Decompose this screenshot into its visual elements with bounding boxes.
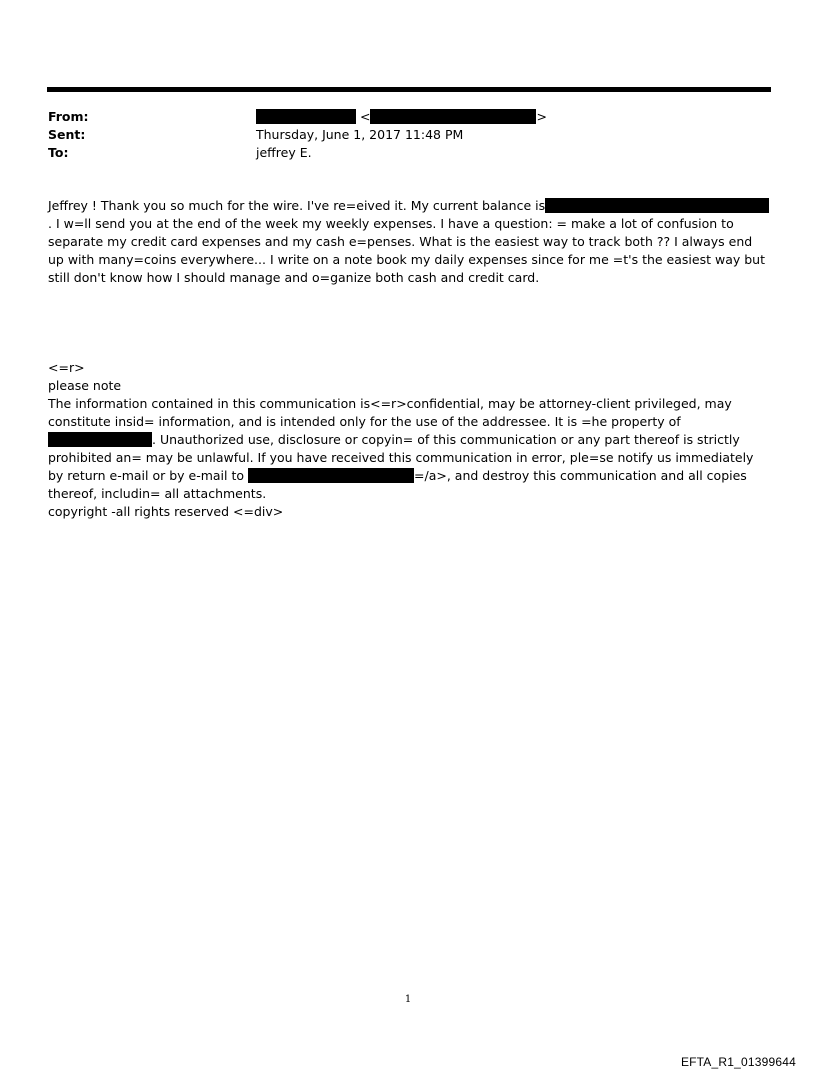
- disclaimer-part2: . Unauthorized use, disclosure or copyin= of this communication or any part thereof is strictly prohibited an= may be unlawful. If you have received this communication in error, ple=se notify us immediately by return e-mail or by e-mail to: [48, 432, 754, 483]
- copyright-line: copyright -all rights reserved <=div>: [48, 504, 284, 519]
- email-header: [48, 108, 770, 162]
- disclaimer-tag-line: <=r>: [48, 360, 85, 375]
- disclaimer-block: [48, 359, 772, 521]
- from-row: [48, 108, 770, 126]
- disclaimer-note-line: please note: [48, 378, 122, 393]
- from-close-bracket: >: [536, 109, 547, 124]
- sent-label: Sent:: [48, 127, 86, 142]
- redacted-contact-email: [248, 468, 414, 483]
- sent-row: [48, 126, 770, 144]
- redacted-sender-name: [256, 109, 356, 124]
- body-text-part2: . I w=ll send you at the end of the week my weekly expenses. I have a question: = make a lot of confusion to separate my credit card expenses and my cash e=penses. What is the easiest way to track both ?? I always end up with many=coins everywhere... I write on a note book my daily expenses since for me =t's the easiest way but still don't know how I should manage and o=ganize both cash and credit card.: [48, 216, 765, 285]
- to-row: [48, 144, 770, 162]
- redacted-balance: [545, 198, 769, 213]
- from-label: From:: [48, 109, 89, 124]
- to-value: jeffrey E.: [256, 145, 312, 160]
- email-body-paragraph: [48, 197, 772, 287]
- disclaimer-paragraph: [48, 395, 772, 503]
- document-id: EFTA_R1_01399644: [680, 1055, 796, 1069]
- page-number: 1: [404, 994, 412, 1005]
- from-value: [256, 108, 547, 126]
- redacted-sender-email: [370, 109, 536, 124]
- from-open-bracket: <: [359, 109, 371, 124]
- email-body: [48, 197, 772, 287]
- disclaimer-part1: The information contained in this communication is<=r>confidential, may be attorney-client privileged, may constitute insid= information, and is intended only for the use of the addressee. It is =he property of: [48, 396, 732, 429]
- header-rule: [47, 87, 771, 92]
- body-text-part1: Jeffrey ! Thank you so much for the wire. I've re=eived it. My current balance is: [48, 198, 546, 213]
- to-label: To:: [48, 145, 69, 160]
- disclaimer-part3: =/a>, and destroy this communication and all copies thereof, includin= all attachments.: [48, 468, 747, 501]
- sent-value: Thursday, June 1, 2017 11:48 PM: [256, 127, 464, 142]
- redacted-company-name: [48, 432, 152, 447]
